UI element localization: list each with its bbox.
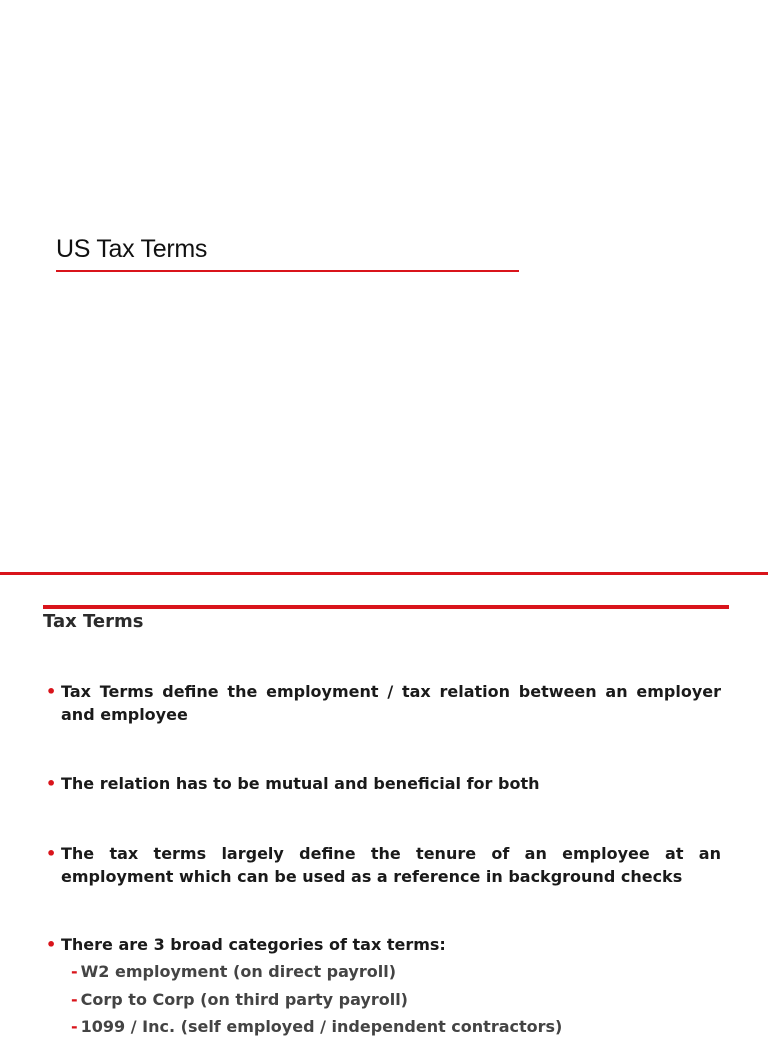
sub-item-text: Corp to Corp (on third party payroll): [80, 990, 408, 1009]
dash-icon: -: [71, 962, 78, 981]
bullet-text: There are 3 broad categories of tax terms:: [61, 935, 446, 954]
content-slide-title: Tax Terms: [43, 611, 144, 632]
title-underline: [56, 270, 519, 272]
bullet-item: [43, 680, 721, 726]
bullet-dot-icon: •: [46, 774, 57, 793]
bullet-text: The relation has to be mutual and beneficial for both: [61, 774, 540, 793]
dash-icon: -: [71, 990, 78, 1009]
bullet-dot-icon: •: [46, 935, 57, 954]
slide-separator: [0, 572, 768, 575]
slide-title: US Tax Terms: [56, 235, 208, 263]
sub-item-text: W2 employment (on direct payroll): [80, 962, 397, 981]
bullet-text: Tax Terms define the employment / tax relation between an employer and employee: [61, 682, 721, 724]
bullet-text: The tax terms largely define the tenure of an employee at an employment which can be used as a reference in background checks: [61, 844, 721, 886]
sub-item: [71, 988, 408, 1011]
bullet-item: [43, 772, 721, 795]
dash-icon: -: [71, 1017, 78, 1036]
bullet-item: [43, 933, 721, 956]
sub-item: [71, 1015, 562, 1038]
bullet-item: [43, 842, 721, 888]
slide-top-bar: [43, 605, 729, 609]
bullet-dot-icon: •: [46, 844, 57, 863]
sub-item: [71, 960, 396, 983]
bullet-dot-icon: •: [46, 682, 57, 701]
sub-item-text: 1099 / Inc. (self employed / independent contractors): [80, 1017, 563, 1036]
